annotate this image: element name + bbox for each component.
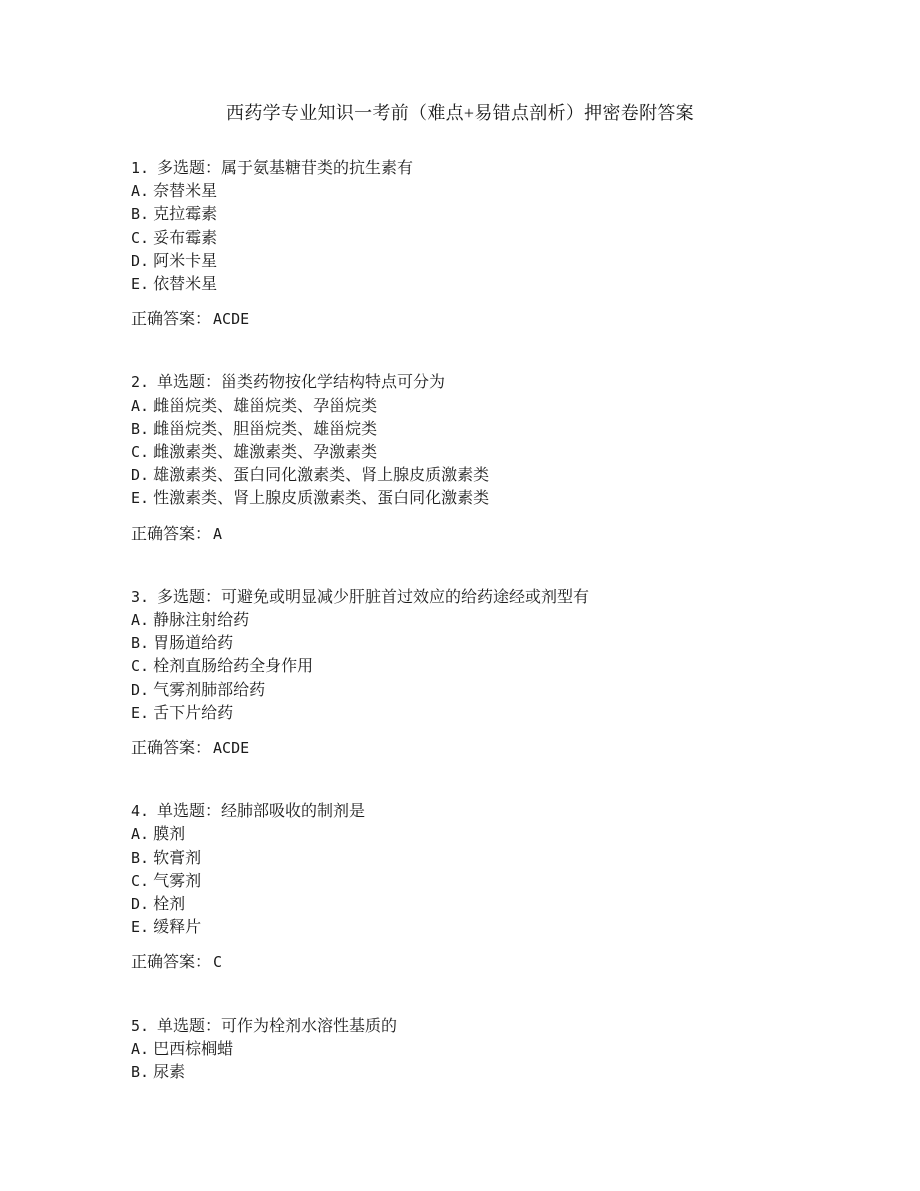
option-row bbox=[131, 823, 920, 846]
option-letter: B. bbox=[131, 419, 150, 438]
option-row bbox=[131, 180, 920, 203]
question-stem-line bbox=[131, 1015, 920, 1038]
option-letter: D. bbox=[131, 680, 150, 699]
option-letter: C. bbox=[131, 228, 150, 247]
option-text: 雄激素类、蛋白同化激素类、肾上腺皮质激素类 bbox=[153, 467, 490, 485]
option-letter: A. bbox=[131, 1039, 150, 1058]
option-letter: B. bbox=[131, 205, 150, 224]
option-letter: B. bbox=[131, 848, 150, 867]
option-letter: B. bbox=[131, 634, 150, 653]
answer-line bbox=[131, 951, 920, 974]
option-row bbox=[131, 1038, 920, 1061]
option-text: 雌甾烷类、胆甾烷类、雄甾烷类 bbox=[153, 420, 378, 438]
question-block bbox=[131, 1015, 920, 1085]
option-row bbox=[131, 464, 920, 487]
answer-value: A bbox=[213, 524, 223, 543]
option-text: 依替米星 bbox=[153, 276, 218, 294]
option-text: 妥布霉素 bbox=[153, 229, 218, 247]
question-number: 3. bbox=[131, 587, 150, 606]
option-row bbox=[131, 1061, 920, 1084]
option-row bbox=[131, 609, 920, 632]
option-row bbox=[131, 847, 920, 870]
option-text: 奈替米星 bbox=[153, 183, 218, 201]
answer-value: ACDE bbox=[213, 739, 250, 758]
option-row bbox=[131, 395, 920, 418]
option-letter: A. bbox=[131, 825, 150, 844]
question-stem-line bbox=[131, 157, 920, 180]
option-letter: B. bbox=[131, 1063, 150, 1082]
option-row bbox=[131, 487, 920, 510]
option-text: 气雾剂肺部给药 bbox=[153, 681, 266, 699]
option-letter: C. bbox=[131, 657, 150, 676]
option-text: 雌甾烷类、雄甾烷类、孕甾烷类 bbox=[153, 397, 378, 415]
option-row bbox=[131, 870, 920, 893]
option-row bbox=[131, 250, 920, 273]
option-text: 软膏剂 bbox=[153, 849, 202, 867]
option-row bbox=[131, 273, 920, 296]
option-letter: D. bbox=[131, 466, 150, 485]
option-row bbox=[131, 227, 920, 250]
option-list bbox=[131, 180, 920, 296]
answer-line bbox=[131, 523, 920, 546]
answer-label: 正确答案： bbox=[131, 311, 212, 329]
option-text: 缓释片 bbox=[153, 919, 202, 937]
document-title: 西药学专业知识一考前（难点+易错点剖析）押密卷附答案 bbox=[226, 103, 694, 123]
option-text: 雌激素类、雄激素类、孕激素类 bbox=[153, 444, 378, 462]
option-list bbox=[131, 609, 920, 725]
option-row bbox=[131, 702, 920, 725]
option-letter: C. bbox=[131, 871, 150, 890]
option-row bbox=[131, 655, 920, 678]
answer-value: ACDE bbox=[213, 310, 250, 329]
option-list bbox=[131, 823, 920, 939]
question-list bbox=[131, 157, 920, 1084]
option-letter: E. bbox=[131, 703, 150, 722]
option-text: 尿素 bbox=[153, 1064, 186, 1082]
option-text: 巴西棕榈蜡 bbox=[153, 1040, 234, 1058]
question-text: 多选题：属于氨基糖苷类的抗生素有 bbox=[157, 160, 414, 177]
option-letter: A. bbox=[131, 396, 150, 415]
option-row bbox=[131, 203, 920, 226]
option-letter: A. bbox=[131, 182, 150, 201]
option-text: 栓剂 bbox=[153, 896, 186, 914]
option-row bbox=[131, 441, 920, 464]
question-number: 2. bbox=[131, 373, 150, 392]
question-number: 4. bbox=[131, 802, 150, 821]
option-letter: E. bbox=[131, 918, 150, 937]
question-block bbox=[131, 800, 920, 974]
answer-label: 正确答案： bbox=[131, 740, 212, 758]
question-block bbox=[131, 586, 920, 760]
option-row bbox=[131, 418, 920, 441]
answer-line bbox=[131, 737, 920, 760]
question-number: 1. bbox=[131, 159, 150, 177]
question-block bbox=[131, 371, 920, 545]
option-letter: A. bbox=[131, 611, 150, 630]
question-block bbox=[131, 157, 920, 331]
option-text: 气雾剂 bbox=[153, 872, 202, 890]
question-text: 单选题：可作为栓剂水溶性基质的 bbox=[157, 1017, 398, 1035]
option-text: 静脉注射给药 bbox=[153, 612, 250, 630]
question-number: 5. bbox=[131, 1016, 150, 1035]
option-text: 胃肠道给药 bbox=[153, 635, 234, 653]
option-letter: D. bbox=[131, 895, 150, 914]
option-letter: C. bbox=[131, 443, 150, 462]
answer-label: 正确答案： bbox=[131, 525, 212, 543]
option-letter: E. bbox=[131, 489, 150, 508]
option-letter: D. bbox=[131, 251, 150, 270]
option-text: 性激素类、肾上腺皮质激素类、蛋白同化激素类 bbox=[153, 490, 490, 508]
option-row bbox=[131, 916, 920, 939]
option-row bbox=[131, 632, 920, 655]
option-text: 舌下片给药 bbox=[153, 704, 234, 722]
question-stem-line bbox=[131, 586, 920, 609]
option-row bbox=[131, 893, 920, 916]
option-text: 膜剂 bbox=[153, 826, 186, 844]
answer-label: 正确答案： bbox=[131, 954, 212, 972]
answer-value: C bbox=[213, 953, 223, 972]
question-stem-line bbox=[131, 800, 920, 823]
option-text: 阿米卡星 bbox=[153, 252, 218, 270]
option-list bbox=[131, 395, 920, 511]
answer-line bbox=[131, 308, 920, 331]
option-list bbox=[131, 1038, 920, 1084]
question-text: 单选题：甾类药物按化学结构特点可分为 bbox=[157, 374, 446, 392]
question-text: 多选题：可避免或明显减少肝脏首过效应的给药途经或剂型有 bbox=[157, 588, 590, 606]
option-text: 栓剂直肠给药全身作用 bbox=[153, 658, 314, 676]
option-letter: E. bbox=[131, 275, 150, 294]
question-stem-line bbox=[131, 371, 920, 394]
option-row bbox=[131, 679, 920, 702]
question-text: 单选题：经肺部吸收的制剂是 bbox=[157, 803, 366, 821]
option-text: 克拉霉素 bbox=[153, 206, 218, 224]
